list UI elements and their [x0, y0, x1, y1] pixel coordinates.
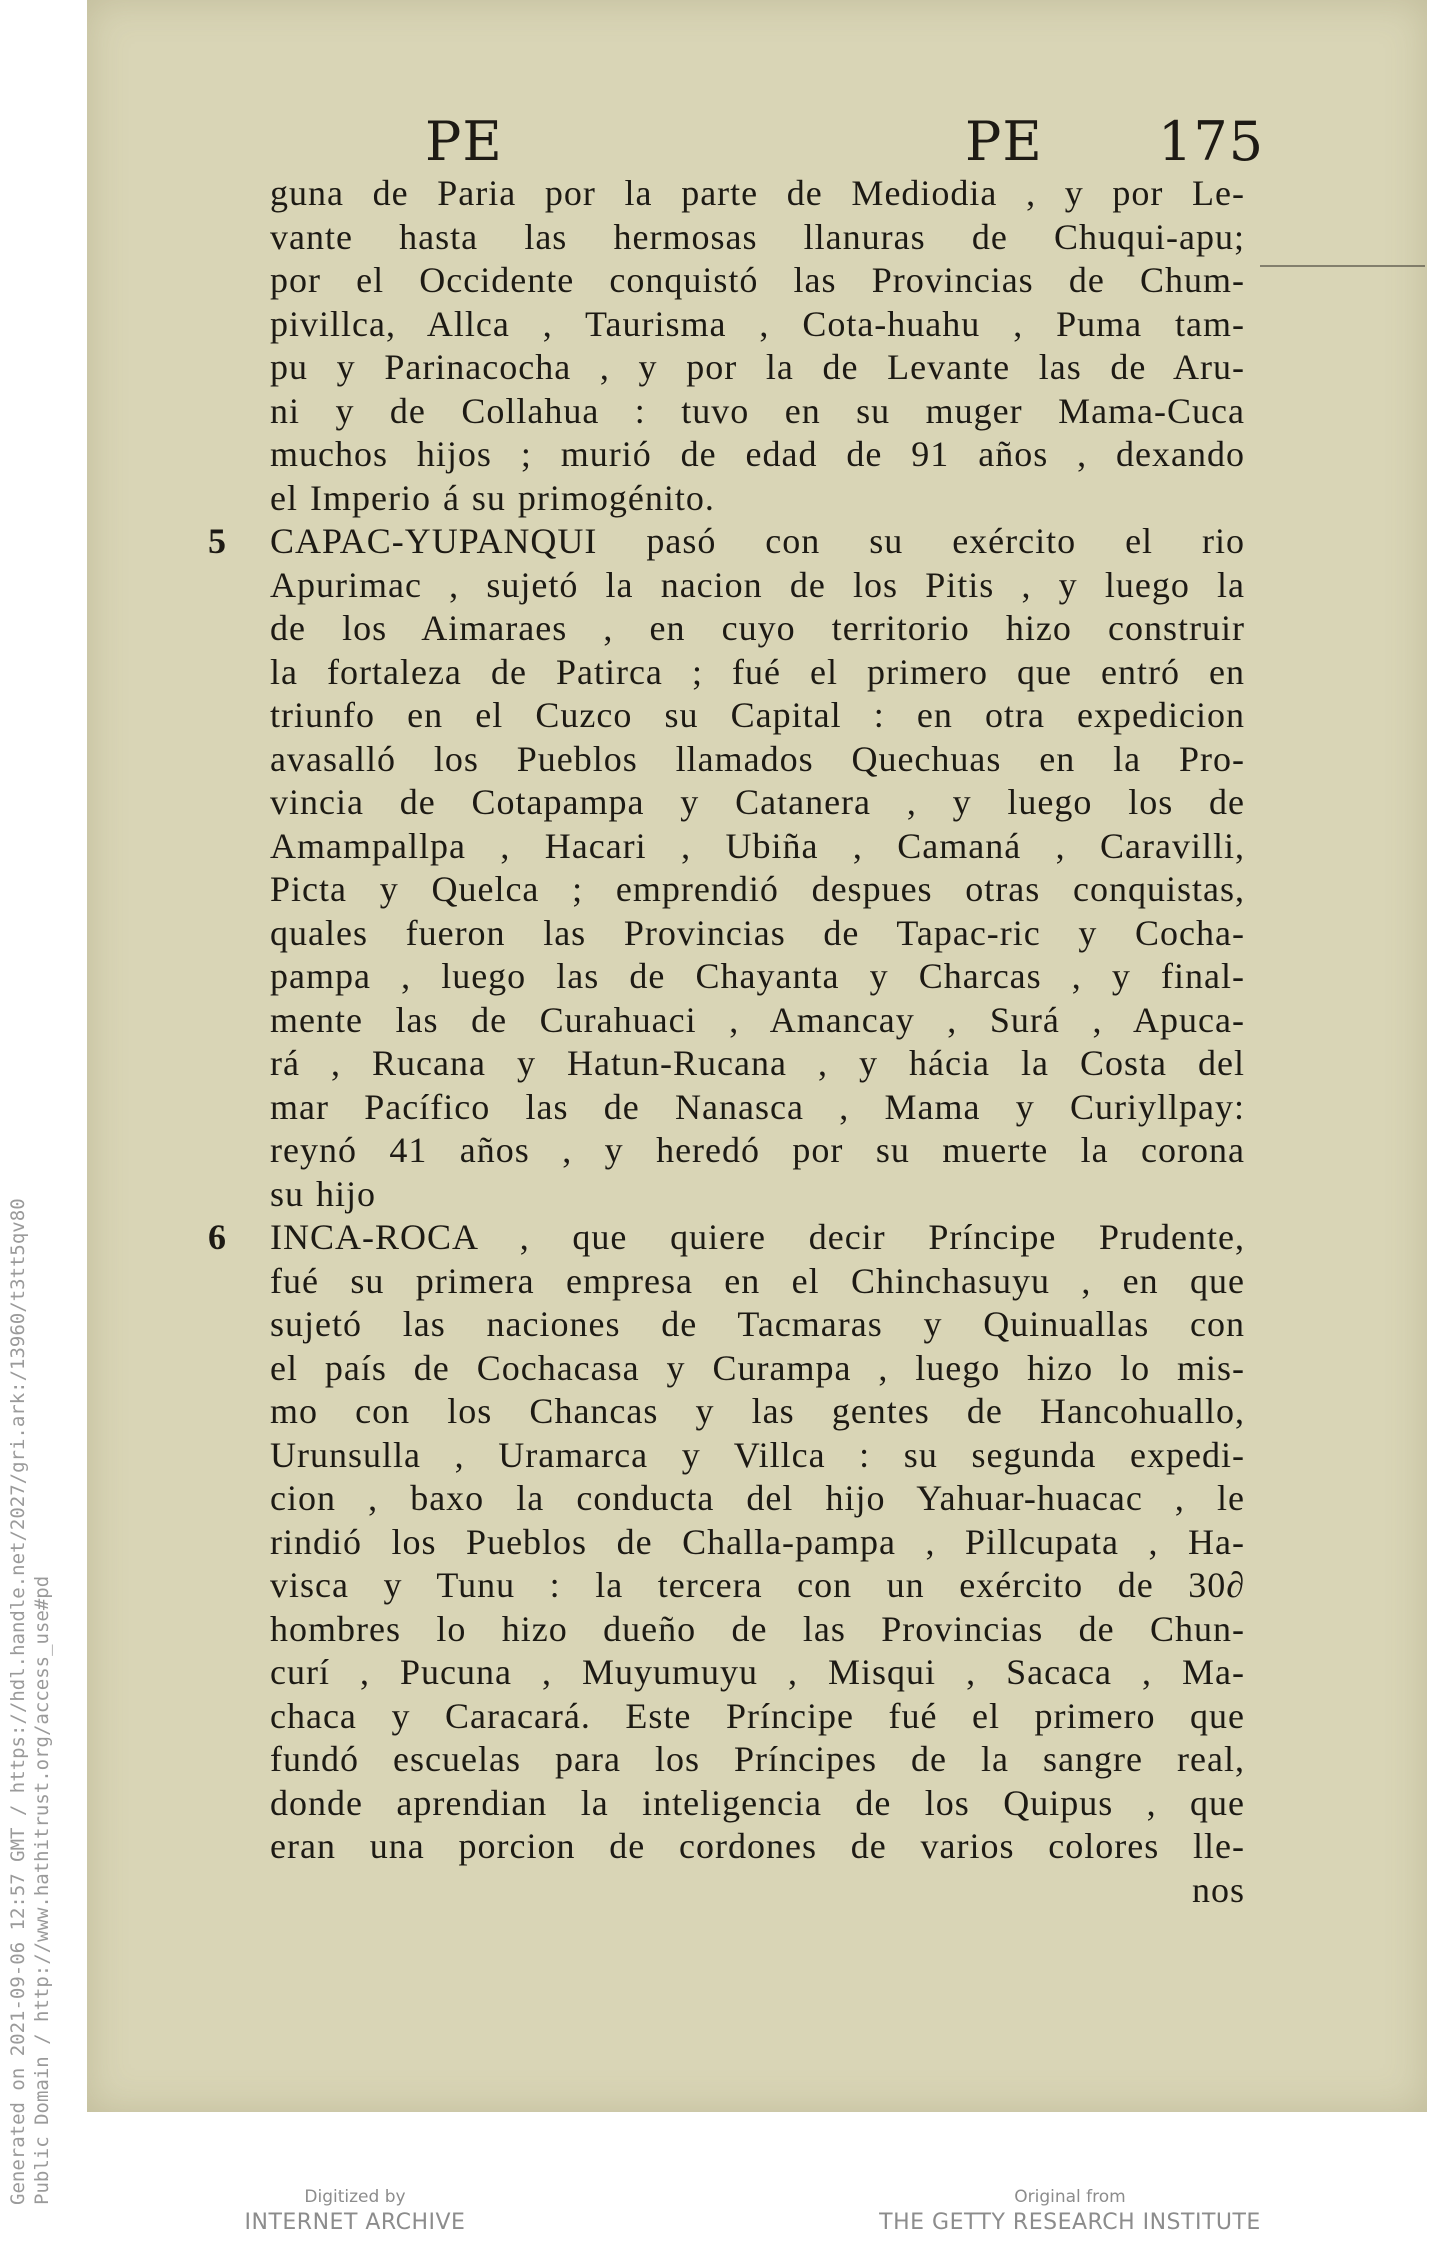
text-line: guna de Paria por la parte de Mediodia , y por Le-: [270, 173, 1245, 213]
text-line: Apurimac , sujetó la nacion de los Pitis , y luego la: [270, 564, 1245, 605]
left-headword: PE: [425, 110, 503, 173]
text-line: chaca y Caracará. Este Príncipe fué el primero que: [270, 1695, 1245, 1736]
text-line: triunfo en el Cuzco su Capital : en otra expedicion: [270, 695, 1245, 735]
body-text: [208, 172, 1245, 1912]
text-line: CAPAC-YUPANQUI pasó con su exército el rio: [270, 521, 1245, 561]
text-line: rá , Rucana y Hatun-Rucana , y hácia la Costa del: [270, 1043, 1245, 1083]
text-line: pampa , luego las de Chayanta y Charcas , y final-: [270, 956, 1245, 996]
text-line: ni y de Collahua : tuvo en su muger Mama-Cuca: [270, 390, 1245, 431]
marginal-number: 6: [208, 1217, 226, 1257]
text-line: Urunsulla , Uramarca y Villca : su segunda expedi-: [270, 1434, 1245, 1475]
text-line: curí , Pucuna , Muyumuyu , Misqui , Sacaca , Ma-: [270, 1652, 1245, 1692]
text-line: la fortaleza de Patirca ; fué el primero que entró en: [270, 651, 1245, 692]
marginal-number: 5: [208, 521, 226, 561]
text-line: pivillca, Allca , Taurisma , Cota-huahu , Puma tam-: [270, 303, 1245, 344]
catchword: nos: [1191, 1869, 1245, 1910]
paragraph-3: [208, 1216, 1245, 1869]
text-line: de los Aimaraes , en cuyo territorio hizo construir: [270, 608, 1245, 648]
text-line: hombres lo hizo dueño de las Provincias de Chun-: [270, 1608, 1245, 1649]
text-line: avasalló los Pueblos llamados Quechuas en la Pro-: [270, 738, 1245, 779]
text-line: mar Pacífico las de Nanasca , Mama y Curiyllpay:: [270, 1086, 1245, 1127]
text-line: muchos hijos ; murió de edad de 91 años , dexando: [270, 434, 1245, 474]
text-line: fué su primera empresa en el Chinchasuyu , en que: [270, 1260, 1245, 1301]
text-line: eran una porcion de cordones de varios colores lle-: [270, 1826, 1245, 1866]
text-line: sujetó las naciones de Tacmaras y Quinuallas con: [270, 1304, 1245, 1344]
text-line: Amampallpa , Hacari , Ubiña , Camaná , Caravilli,: [270, 825, 1245, 866]
text-line: quales fueron las Provincias de Tapac-ric y Cocha-: [270, 912, 1245, 953]
getty-label: THE GETTY RESEARCH INSTITUTE: [879, 2210, 1261, 2235]
internet-archive-label: INTERNET ARCHIVE: [244, 2210, 466, 2235]
text-line: reynó 41 años , y heredó por su muerte la corona: [270, 1130, 1245, 1170]
text-line: cion , baxo la conducta del hijo Yahuar-huacac , le: [270, 1478, 1245, 1518]
page-edge-mark: [1260, 265, 1425, 267]
text-line: donde aprendian la inteligencia de los Quipus , que: [270, 1782, 1245, 1823]
text-line: visca y Tunu : la tercera con un exército de 30∂: [270, 1565, 1245, 1605]
text-line: su hijo: [270, 1173, 377, 1214]
digitized-by: [230, 2185, 480, 2237]
text-line: pu y Parinacocha , y por la de Levante las de Aru-: [270, 347, 1245, 387]
text-line: por el Occidente conquistó las Provincias de Chum-: [270, 260, 1245, 300]
text-line: rindió los Pueblos de Challa-pampa , Pillcupata , Ha-: [270, 1521, 1245, 1562]
page-number: 175: [1158, 110, 1265, 173]
hathitrust-stamp: [6, 1198, 54, 2205]
digitized-by-label: Digitized by: [304, 2187, 406, 2207]
right-headword: PE: [965, 110, 1043, 173]
paragraph-2: [208, 520, 1245, 1216]
text-line: vante hasta las hermosas llanuras de Chuqui-apu;: [270, 216, 1245, 257]
paragraph-1: [270, 172, 1245, 520]
stamp-line-2: Public Domain / http://www.hathitrust.org/access_use#pd: [31, 1575, 53, 2205]
original-from: [870, 2185, 1270, 2237]
text-line: el Imperio á su primogénito.: [270, 477, 715, 518]
text-line: el país de Cochacasa y Curampa , luego hizo lo mis-: [270, 1347, 1245, 1388]
text-line: mo con los Chancas y las gentes de Hancohuallo,: [270, 1391, 1245, 1431]
text-line: mente las de Curahuaci , Amancay , Surá , Apuca-: [270, 999, 1245, 1040]
text-line: INCA-ROCA , que quiere decir Príncipe Prudente,: [270, 1217, 1245, 1257]
text-line: Picta y Quelca ; emprendió despues otras conquistas,: [270, 869, 1245, 909]
original-from-label: Original from: [1014, 2187, 1126, 2207]
stamp-line-1: Generated on 2021-09-06 12:57 GMT / https://hdl.handle.net/2027/gri.ark:/13960/t3tt5qv80: [7, 1198, 29, 2205]
text-line: vincia de Cotapampa y Catanera , y luego los de: [270, 782, 1245, 822]
text-line: fundó escuelas para los Príncipes de la sangre real,: [270, 1739, 1245, 1779]
